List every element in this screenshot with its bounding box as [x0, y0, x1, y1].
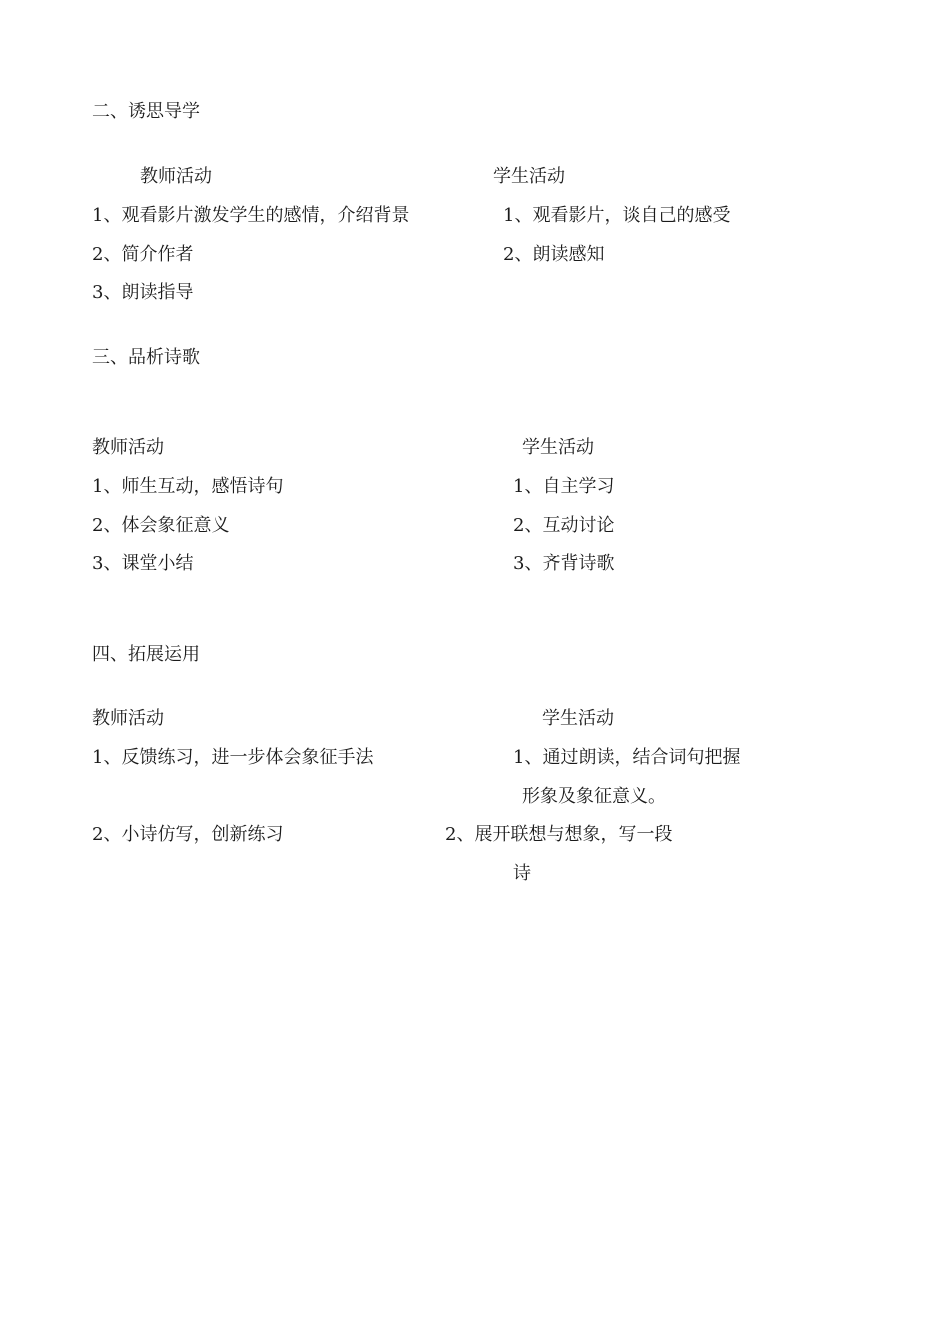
student-item: 2、朗读感知: [503, 244, 605, 265]
teacher-item: 3、课堂小结: [92, 553, 194, 574]
teacher-activity-header: 教师活动: [92, 708, 164, 729]
student-activity-header: 学生活动: [522, 437, 594, 458]
student-activity-header: 学生活动: [493, 166, 565, 187]
teacher-item: 2、体会象征意义: [92, 515, 230, 536]
teacher-activity-header: 教师活动: [92, 437, 164, 458]
teacher-item: 2、小诗仿写，创新练习: [92, 824, 284, 845]
section-heading: 四、拓展运用: [92, 644, 200, 665]
student-item: 1、观看影片，谈自己的感受: [503, 205, 731, 226]
teacher-item: 3、朗读指导: [92, 282, 194, 303]
teacher-item: 1、反馈练习，进一步体会象征手法: [92, 747, 374, 768]
student-item: 2、互动讨论: [513, 515, 615, 536]
student-item-continuation: 形象及象征意义。: [522, 786, 666, 807]
student-item: 1、自主学习: [513, 476, 615, 497]
student-item: 2、展开联想与想象，写一段: [445, 824, 673, 845]
section-heading: 三、品析诗歌: [92, 347, 200, 368]
student-item: 3、齐背诗歌: [513, 553, 615, 574]
section-heading: 二、诱思导学: [92, 101, 200, 122]
student-item: 1、通过朗读，结合词句把握: [513, 747, 741, 768]
teacher-item: 1、观看影片激发学生的感情，介绍背景: [92, 205, 410, 226]
student-item-continuation: 诗: [513, 863, 531, 884]
teacher-activity-header: 教师活动: [140, 166, 212, 187]
teacher-item: 1、师生互动，感悟诗句: [92, 476, 284, 497]
teacher-item: 2、简介作者: [92, 244, 194, 265]
student-activity-header: 学生活动: [542, 708, 614, 729]
